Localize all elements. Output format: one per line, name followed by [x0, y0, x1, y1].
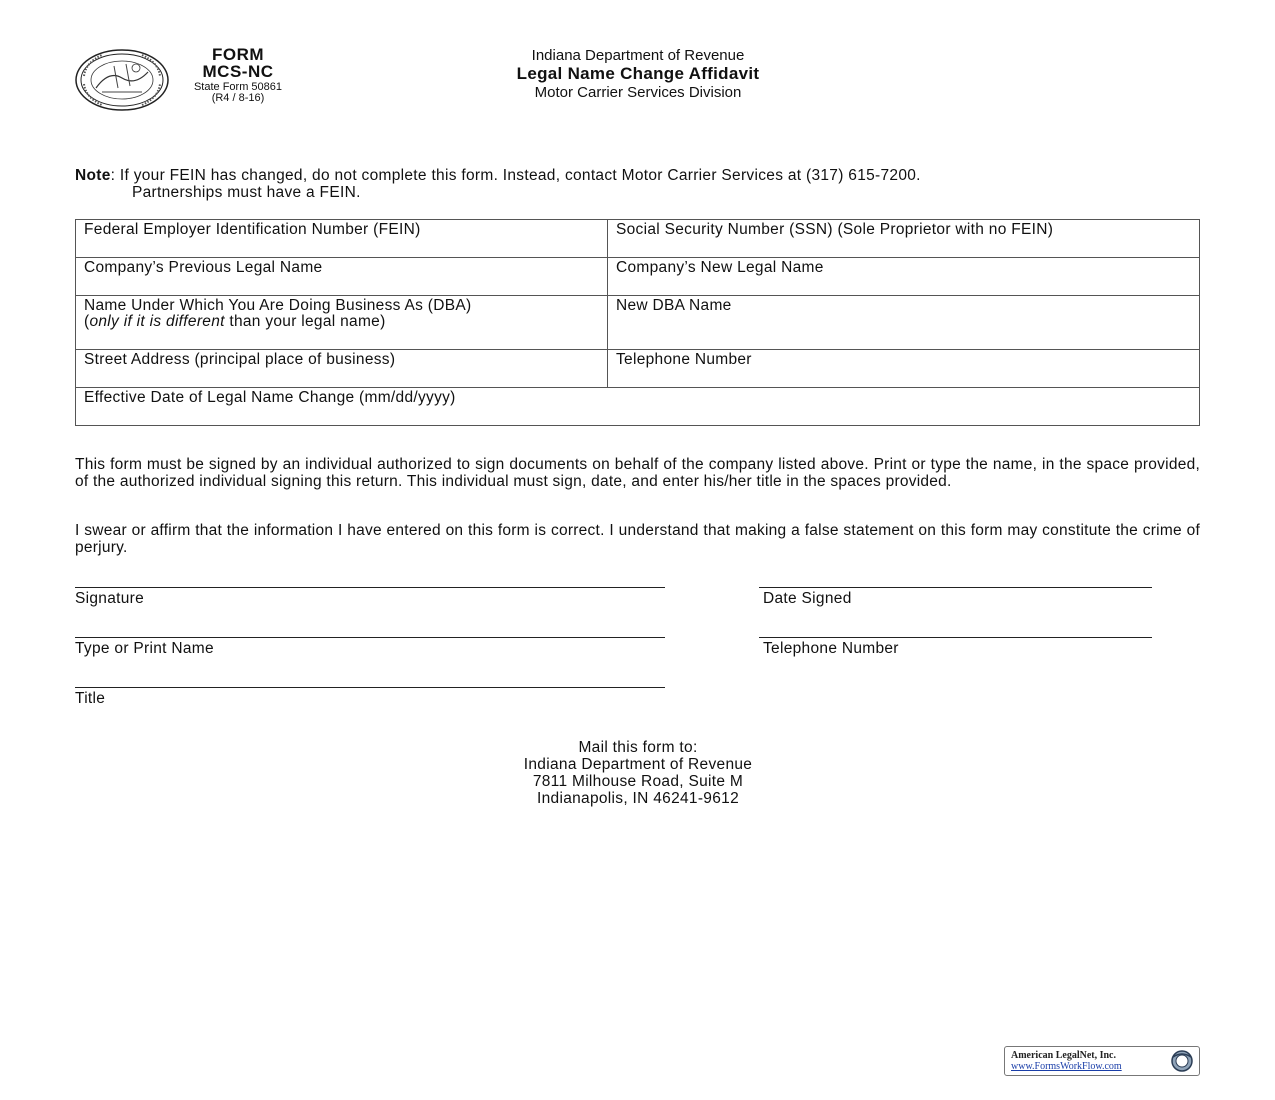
- form-revision: (R4 / 8-16): [211, 92, 265, 104]
- dba-name-field[interactable]: [76, 296, 608, 350]
- state-seal-icon: [74, 48, 170, 112]
- perjury-affirmation: I swear or affirm that the information I have entered on this form is correct. I understand that making a false statement on this form may constitute the crime of perjury.: [75, 522, 1200, 556]
- print-name-line[interactable]: [75, 637, 665, 638]
- badge-company: American LegalNet, Inc.: [1011, 1050, 1116, 1061]
- print-name-label: Type or Print Name: [75, 640, 214, 657]
- date-signed-line[interactable]: [759, 587, 1152, 588]
- dba-italic-note: only if it is different: [89, 313, 225, 330]
- street-address-label: Street Address (principal place of business): [84, 351, 396, 368]
- company-info-table: [75, 219, 1200, 426]
- dba-note-rest: than your legal name): [224, 313, 386, 330]
- form-title: Legal Name Change Affidavit: [516, 64, 760, 83]
- mail-agency: Indiana Department of Revenue: [523, 756, 753, 773]
- agency-name: Indiana Department of Revenue: [531, 47, 745, 64]
- dba-label: Name Under Which You Are Doing Business As (DBA): [84, 297, 472, 314]
- previous-legal-name-label: Company’s Previous Legal Name: [84, 259, 323, 276]
- badge-url[interactable]: www.FormsWorkFlow.com: [1011, 1061, 1122, 1072]
- form-identifier: [172, 46, 304, 104]
- effective-date-label: Effective Date of Legal Name Change (mm/dd/yyyy): [84, 389, 456, 406]
- new-dba-label: New DBA Name: [616, 297, 732, 314]
- date-signed-label: Date Signed: [763, 590, 852, 607]
- street-address-field[interactable]: [76, 350, 608, 388]
- signature-line[interactable]: [75, 587, 665, 588]
- ssn-field[interactable]: [608, 220, 1200, 258]
- fein-note: [75, 167, 1185, 201]
- fein-field[interactable]: [76, 220, 608, 258]
- new-legal-name-field[interactable]: [608, 258, 1200, 296]
- note-line-2: Partnerships must have a FEIN.: [132, 184, 361, 201]
- signature-label: Signature: [75, 590, 145, 607]
- dba-open-paren: (: [84, 313, 90, 330]
- signature-telephone-line[interactable]: [759, 637, 1152, 638]
- note-line-1: : If your FEIN has changed, do not complete this form. Instead, contact Motor Carrier Services at (317) 615-7200.: [110, 167, 921, 184]
- globe-logo-icon: [1162, 1048, 1196, 1074]
- title-line[interactable]: [75, 687, 665, 688]
- effective-date-field[interactable]: [76, 388, 1200, 426]
- note-label: Note: [75, 167, 111, 184]
- telephone-field[interactable]: [608, 350, 1200, 388]
- previous-legal-name-field[interactable]: [76, 258, 608, 296]
- form-header: [390, 47, 886, 101]
- division-name: Motor Carrier Services Division: [534, 84, 742, 101]
- signature-telephone-label: Telephone Number: [763, 640, 899, 657]
- form-code: MCS-NC: [202, 62, 274, 81]
- new-dba-name-field[interactable]: [608, 296, 1200, 350]
- form-word: FORM: [211, 45, 265, 64]
- title-label: Title: [75, 690, 106, 707]
- mailing-address: [390, 739, 886, 807]
- fein-label: Federal Employer Identification Number (FEIN): [84, 221, 421, 238]
- new-legal-name-label: Company’s New Legal Name: [616, 259, 824, 276]
- mail-street: 7811 Milhouse Road, Suite M: [532, 773, 744, 790]
- signing-instructions: This form must be signed by an individual authorized to sign documents on behalf of the company listed above. Print or type the name, in the space provided, of the authorized individual signing this return. This individual must sign, date, and enter his/her title in the spaces provided.: [75, 456, 1200, 490]
- legalnet-badge[interactable]: [1004, 1046, 1200, 1076]
- telephone-label: Telephone Number: [616, 351, 752, 368]
- mail-intro: Mail this form to:: [578, 739, 698, 756]
- ssn-label: Social Security Number (SSN) (Sole Proprietor with no FEIN): [616, 221, 1054, 238]
- mail-city: Indianapolis, IN 46241-9612: [537, 790, 739, 807]
- state-form-number: State Form 50861: [193, 81, 283, 93]
